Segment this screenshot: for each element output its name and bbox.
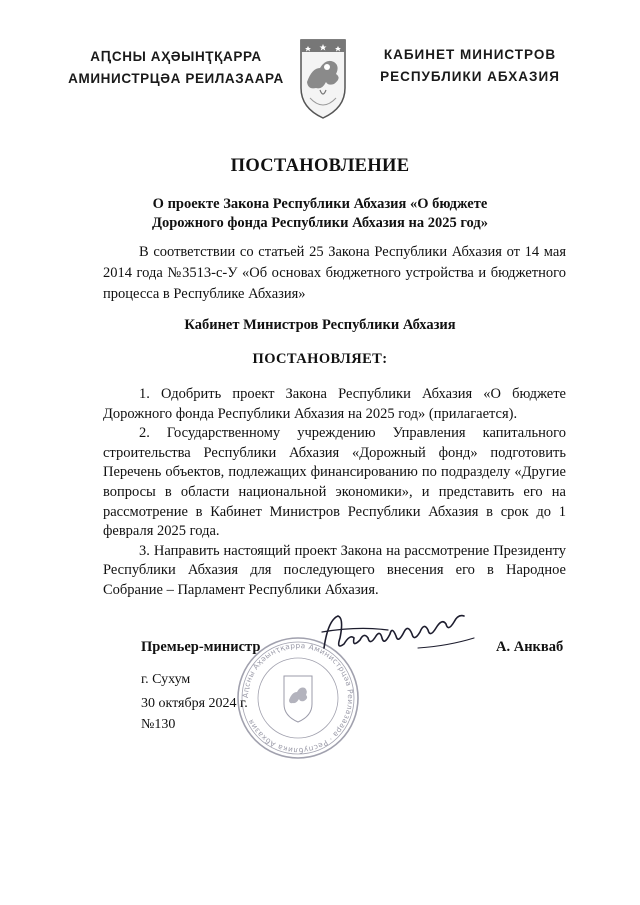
resolution-item-2: 2. Государственному учреждению Управления капитального строительства Республики Абхазия «Дорожный фонд» подготовить Перечень объектов, подлежащих финансированию по подразделу «Другие вопросы в области национальной экономики», и представить его на рассмотрение в Кабинет Министров Республики Абхазия в срок до 1 февраля 2025 года.: [103, 425, 566, 540]
header-left-line-2: АМИНИСТРЦӘА РЕИЛАЗААРА: [68, 71, 284, 86]
decrees-heading: ПОСТАНОВЛЯЕТ:: [252, 351, 388, 367]
stamp-ring-text: Аԥсны Аҳәынҭқарра Аминистрцәа Реилазаара · Республика Абхазия: [240, 640, 356, 756]
subject-line-2: Дорожного фонда Республики Абхазия на 2025 год»: [152, 215, 488, 231]
document-subject: [120, 195, 520, 233]
header-left-line-1: АԤСНЫ АҲӘЫНҬҚАРРА: [90, 49, 262, 64]
header-right-line-1: КАБИНЕТ МИНИСТРОВ: [383, 47, 557, 62]
subject-line-1: О проекте Закона Республики Абхазия «О бюджете: [152, 196, 488, 212]
signer-name: А. Анкваб: [496, 639, 564, 655]
document-number: №130: [141, 717, 176, 732]
document-title: ПОСТАНОВЛЕНИЕ: [230, 156, 410, 176]
resolution-items: [103, 385, 566, 601]
signer-role: Премьер-министр: [141, 639, 261, 655]
resolution-item-1: 1. Одобрить проект Закона Республики Абхазия «О бюджете Дорожного фонда Республики Абхазия на 2025 год» (прилагается).: [103, 386, 566, 422]
issue-date: 30 октября 2024 г.: [141, 696, 248, 711]
handwritten-signature: [318, 608, 478, 658]
header-abkhaz-title: [66, 46, 286, 90]
issue-place: г. Сухум: [141, 672, 191, 687]
resolution-item-3: 3. Направить настоящий проект Закона на рассмотрение Президенту Республики Абхазия для последующего внесения его в Народное Собрание – Парламент Республики Абхазия.: [103, 542, 566, 598]
header-right-line-2: РЕСПУБЛИКИ АБХАЗИЯ: [380, 69, 560, 84]
header-russian-title: [370, 44, 570, 88]
issuing-body: Кабинет Министров Республики Абхазия: [184, 317, 456, 333]
abkhazia-coat-of-arms-icon: [298, 38, 348, 120]
preamble-paragraph: В соответствии со статьей 25 Закона Республики Абхазия от 14 мая 2014 года №3513-с-У «Об основах бюджетного устройства и бюджетного процесса в Республике Абхазия»: [103, 244, 566, 302]
